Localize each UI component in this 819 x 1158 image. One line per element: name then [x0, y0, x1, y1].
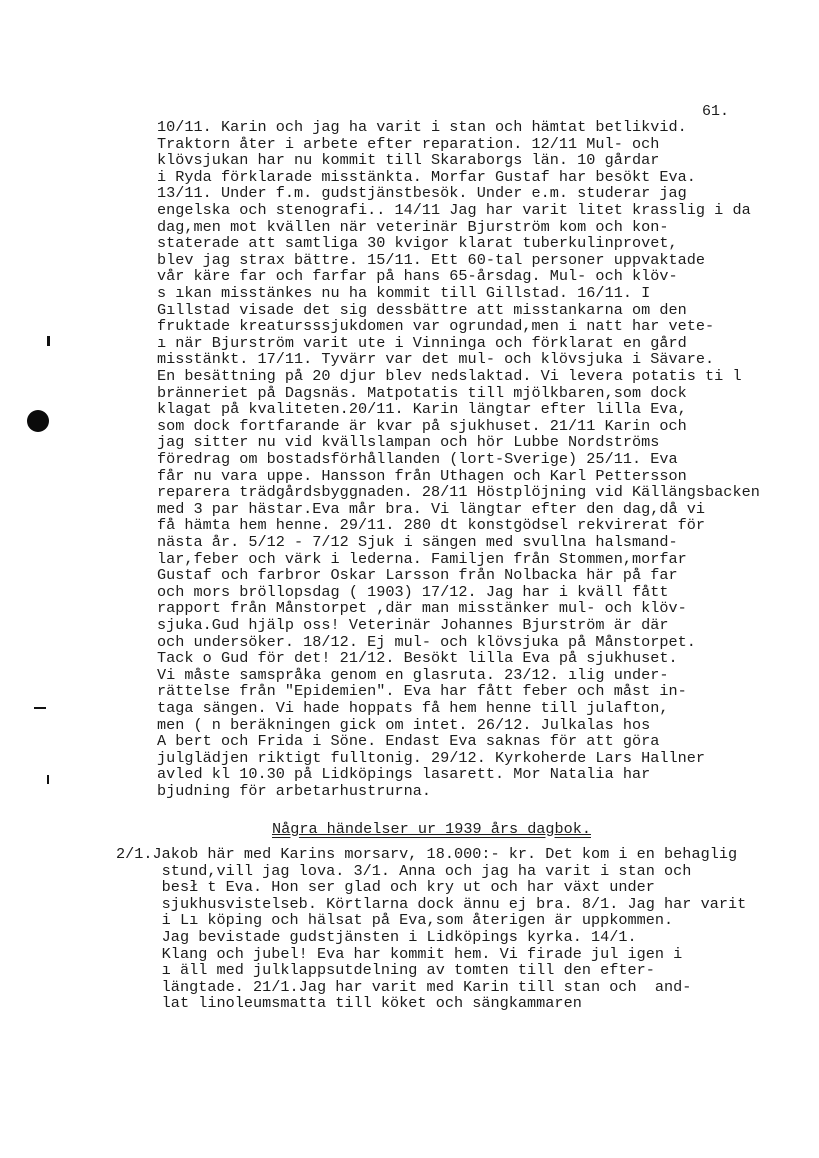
text-line: men ( n beräkningen gick om intet. 26/12. Julkalas hos	[157, 715, 651, 734]
text-line: Vi måste samspråka genom en glasruta. 23/12. ılig under-	[157, 665, 669, 684]
text-line: som dock fortfarande är kvar på sjukhuset. 21/11 Karin och	[157, 416, 687, 435]
section-heading: Några händelser ur 1939 års dagbok.	[272, 820, 591, 838]
text-line: taga sängen. Vi hade hoppats få hem henne till julafton,	[157, 699, 669, 717]
text-line: 2/1.Jakob här med Karins morsarv, 18.000:- kr. Det kom i en behaglig	[116, 845, 738, 863]
page-number: 61.	[702, 103, 730, 120]
text-line: vår käre far och farfar på hans 65-årsdag. Mul- och klöv-	[157, 267, 678, 286]
text-line: En besättning på 20 djur blev nedslaktad. Vi levera potatis ti l	[157, 367, 742, 385]
text-line: i Lı köping och hälsat på Eva,som återigen är uppkommen.	[116, 911, 674, 930]
text-line: 10/11. Karin och jag ha varit i stan och hämtat betlikvid.	[157, 118, 687, 136]
text-line: 13/11. Under f.m. gudstjänstbesök. Under e.m. studerar jag	[157, 184, 687, 203]
text-line: Jag bevistade gudstjänsten i Lidköpings kyrka. 14/1.	[116, 928, 637, 946]
text-line: stund,vill jag lova. 3/1. Anna och jag ha varit i stan och	[116, 861, 692, 880]
text-line: få hämta hem henne. 29/11. 280 dt konstgödsel rekvirerat för	[157, 516, 706, 535]
text-line: dag,men mot kvällen när veterinär Bjurström kom och kon-	[157, 217, 669, 236]
text-line: i Ryda förklarade misstänkta. Morfar Gustaf har besökt Eva.	[157, 167, 696, 186]
text-line: ı när Bjurström varit ute i Vinninga och förklarat en gård	[157, 333, 687, 352]
text-line: Traktorn åter i arbete efter reparation. 12/11 Mul- och	[157, 134, 660, 153]
text-line: jag sitter nu vid kvällslampan och hör Lubbe Nordströms	[157, 433, 660, 452]
text-line: längtade. 21/1.Jag har varit med Karin till stan och and-	[116, 977, 692, 996]
text-line: får nu vara uppe. Hansson från Uthagen och Karl Pettersson	[157, 466, 687, 485]
text-line: med 3 par hästar.Eva mår bra. Vi längtar efter den dag,då vi	[157, 499, 706, 518]
text-line: klövsjukan har nu kommit till Skaraborgs län. 10 gårdar	[157, 151, 660, 170]
text-line: A bert och Frida i Söne. Endast Eva saknas för att göra	[157, 732, 660, 751]
text-line: fruktade kreatursssjukdomen var ogrundad,men i natt har vete-	[157, 317, 715, 336]
text-line: Gıllstad visade det sig dessbättre att misstankarna om den	[157, 300, 687, 319]
text-line: bjudning för arbetarhustrurna.	[157, 782, 432, 800]
text-line: och undersöker. 18/12. Ej mul- och klövsjuka på Månstorpet.	[157, 632, 696, 651]
text-line: rapport från Månstorpet ,där man misstänker mul- och klöv-	[157, 599, 687, 618]
text-line: lar,feber och värk i lederna. Familjen från Stommen,morfar	[157, 549, 687, 568]
text-line: Tack o Gud för det! 21/12. Besökt lilla Eva på sjukhuset.	[157, 649, 678, 668]
text-line: lat linoleumsmatta till köket och sängkammaren	[116, 994, 582, 1013]
text-line: s ıkan misstänkes nu ha kommit till Gillstad. 16/11. I	[157, 284, 651, 302]
margin-mark	[47, 336, 50, 346]
text-line: Klang och jubel! Eva har kommit hem. Vi firade jul igen i	[116, 944, 683, 963]
text-line: julglädjen riktigt fulltonig. 29/12. Kyrkoherde Lars Hallner	[157, 748, 706, 767]
margin-mark	[34, 707, 46, 709]
punch-hole	[27, 410, 49, 432]
text-line: sjuka.Gud hjälp oss! Veterinär Johannes Bjurström är där	[157, 616, 669, 634]
text-line: blev jag strax bättre. 15/11. Ett 60-tal personer uppvaktade	[157, 250, 706, 269]
text-line: rättelse från "Epidemien". Eva har fått feber och måst in-	[157, 682, 687, 701]
text-line: sjukhusvistelseb. Körtlarna dock ännu ej bra. 8/1. Jag har varit	[116, 894, 747, 913]
text-line: föredrag om bostadsförhållanden (lort-Sverige) 25/11. Eva	[157, 450, 678, 468]
text-line: bränneriet på Dagsnäs. Matpotatis till mjölkbaren,som dock	[157, 383, 687, 402]
text-line: engelska och stenografi.. 14/11 Jag har varit litet krasslig i da	[157, 201, 751, 219]
text-line: misstänkt. 17/11. Tyvärr var det mul- och klövsjuka i Sävare.	[157, 350, 715, 369]
text-line: besł t Eva. Hon ser glad och kry ut och har växt under	[116, 878, 655, 897]
text-line: Gustaf och farbror Oskar Larsson från Nolbacka här på far	[157, 566, 678, 585]
text-line: klagat på kvaliteten.20/11. Karin längtar efter lilla Eva,	[157, 400, 687, 419]
text-line: staterade att samtliga 30 kvigor klarat tuberkulinprovet,	[157, 234, 678, 253]
text-line: och mors bröllopsdag ( 1903) 17/12. Jag har i kväll fått	[157, 582, 669, 601]
text-line: reparera trädgårdsbyggnaden. 28/11 Höstplöjning vid Källängsbacken	[157, 483, 760, 502]
text-line: ı äll med julklappsutdelning av tomten till den efter-	[116, 961, 655, 980]
margin-mark	[47, 775, 49, 784]
text-line: avled kl 10.30 på Lidköpings lasarett. Mor Natalia har	[157, 765, 651, 784]
text-line: nästa år. 5/12 - 7/12 Sjuk i sängen med svullna halsmand-	[157, 533, 678, 551]
